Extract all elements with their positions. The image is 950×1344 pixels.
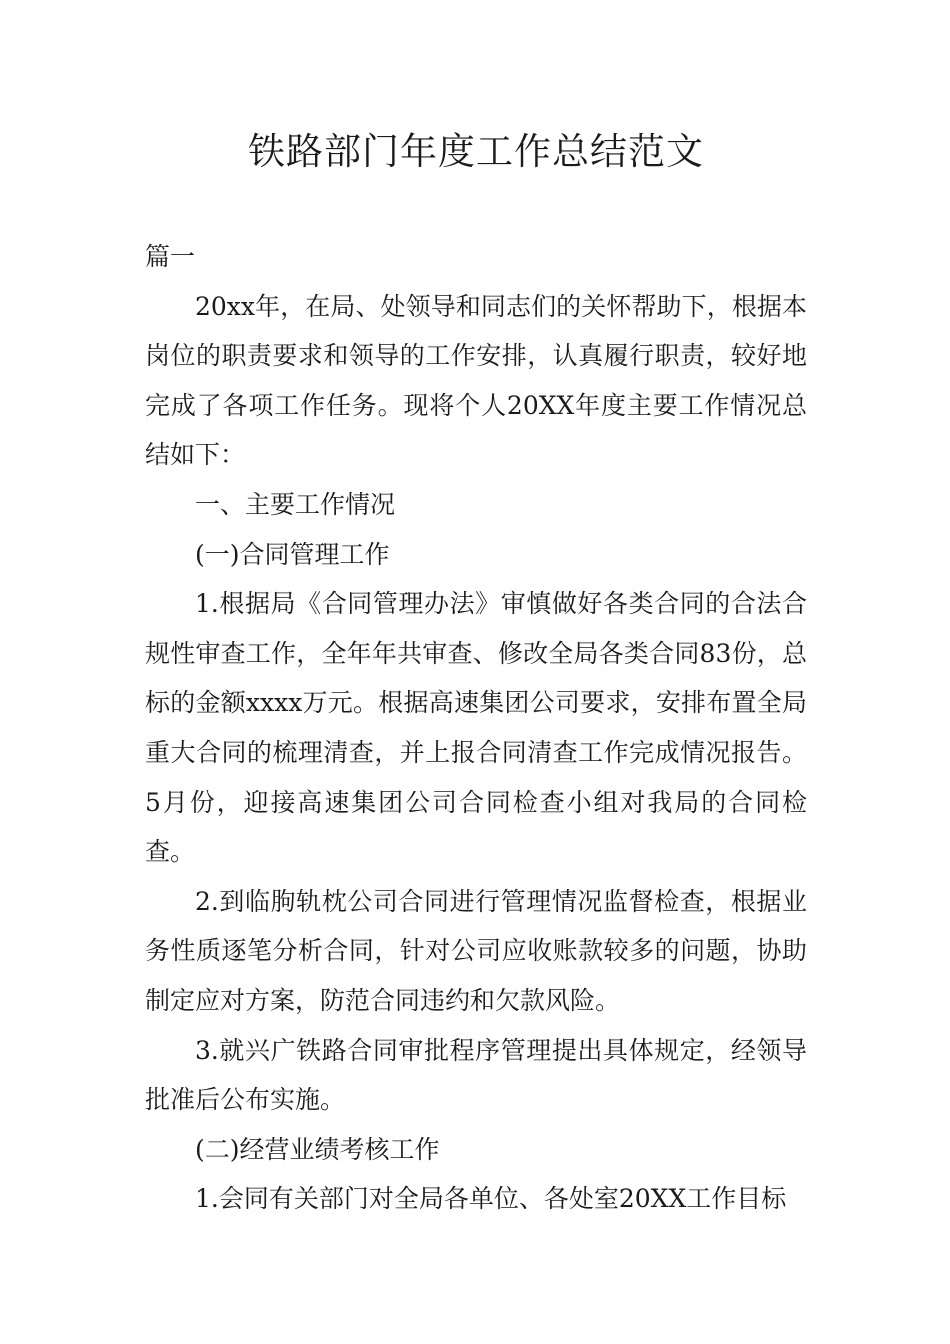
subheading-performance-assessment: (二)经营业绩考核工作 <box>195 1134 440 1164</box>
section-label: 篇一 <box>145 242 196 271</box>
heading-main-work: 一、主要工作情况 <box>195 489 396 519</box>
paragraph-contract-item-3: 3.就兴广铁路合同审批程序管理提出具体规定，经领导批准后公布实施。 <box>145 1035 807 1115</box>
paragraph-assessment-item-1: 1.会同有关部门对全局各单位、各处室20XX工作目标 <box>195 1184 787 1214</box>
paragraph-intro: 20xx年，在局、处领导和同志们的关怀帮助下，根据本岗位的职责要求和领导的工作安排，认真履行职责，较好地完成了各项工作任务。现将个人20XX年度主要工作情况总结如下： <box>145 291 807 470</box>
document-body <box>145 232 807 1224</box>
paragraph-contract-item-1: 1.根据局《合同管理办法》审慎做好各类合同的合法合规性审查工作，全年年共审查、修改全局各类合同83份，总标的金额xxxx万元。根据高速集团公司要求，安排布置全局重大合同的梳理清查，并上报合同清查工作完成情况报告。5月份，迎接高速集团公司合同检查小组对我局的合同检查。 <box>145 589 807 867</box>
subheading-contract-management: (一)合同管理工作 <box>195 539 390 569</box>
paragraph-contract-item-2: 2.到临朐轨枕公司合同进行管理情况监督检查，根据业务性质逐笔分析合同，针对公司应收账款较多的问题，协助制定应对方案，防范合同违约和欠款风险。 <box>145 886 807 1015</box>
document-title: 铁路部门年度工作总结范文 <box>248 130 704 173</box>
